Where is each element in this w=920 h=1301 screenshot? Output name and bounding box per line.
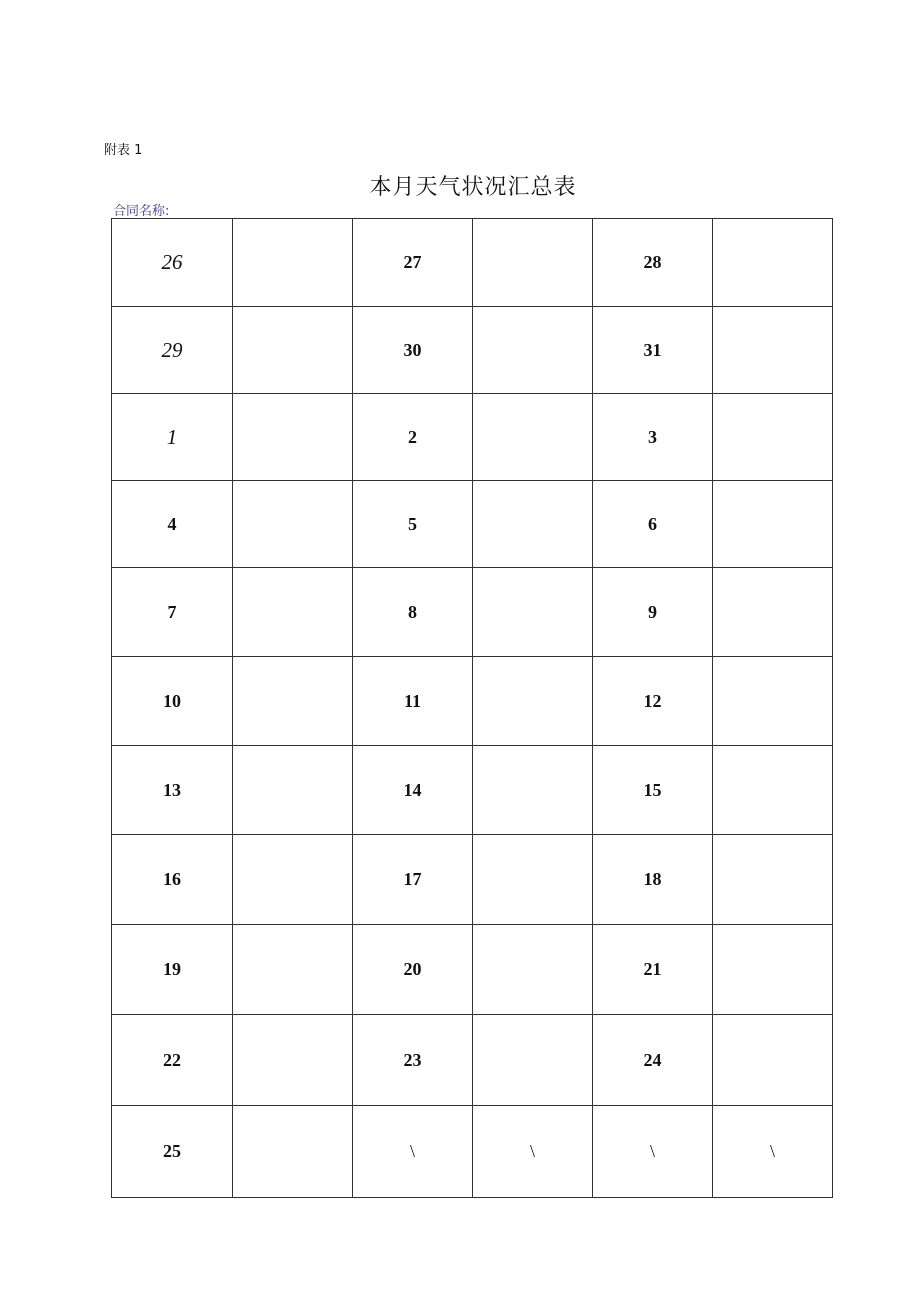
weather-summary-table — [111, 218, 833, 1198]
table-row — [112, 568, 833, 657]
weather-cell[interactable] — [713, 746, 833, 835]
day-cell: 11 — [353, 657, 473, 746]
weather-cell[interactable] — [473, 746, 593, 835]
table-row — [112, 1106, 833, 1198]
day-cell: 10 — [112, 657, 233, 746]
day-cell: 17 — [353, 835, 473, 925]
day-cell: 21 — [593, 925, 713, 1015]
weather-cell[interactable] — [713, 394, 833, 481]
day-cell: 13 — [112, 746, 233, 835]
day-cell: 22 — [112, 1015, 233, 1106]
day-cell: 30 — [353, 307, 473, 394]
weather-cell[interactable] — [473, 1015, 593, 1106]
weather-cell[interactable] — [473, 568, 593, 657]
weather-cell[interactable] — [233, 746, 353, 835]
contract-name-label: 合同名称: — [113, 204, 170, 219]
weather-cell[interactable] — [713, 925, 833, 1015]
appendix-label: 附表 1 — [104, 143, 143, 158]
weather-cell[interactable] — [713, 1015, 833, 1106]
day-cell: 4 — [112, 481, 233, 568]
empty-slash-cell: \ — [353, 1106, 473, 1198]
weather-cell[interactable] — [233, 925, 353, 1015]
weather-cell[interactable] — [233, 835, 353, 925]
table-row — [112, 219, 833, 307]
empty-slash-cell: \ — [473, 1106, 593, 1198]
table-row — [112, 307, 833, 394]
weather-cell[interactable] — [233, 307, 353, 394]
table-row — [112, 481, 833, 568]
day-cell: 18 — [593, 835, 713, 925]
weather-cell[interactable] — [233, 1015, 353, 1106]
day-cell: 3 — [593, 394, 713, 481]
day-cell: 26 — [112, 219, 233, 307]
table-row — [112, 746, 833, 835]
weather-cell[interactable] — [713, 568, 833, 657]
day-cell: 12 — [593, 657, 713, 746]
day-cell: 7 — [112, 568, 233, 657]
day-cell: 24 — [593, 1015, 713, 1106]
weather-cell[interactable] — [233, 657, 353, 746]
table-row — [112, 835, 833, 925]
day-cell: 1 — [112, 394, 233, 481]
day-cell: 29 — [112, 307, 233, 394]
day-cell: 20 — [353, 925, 473, 1015]
table-row — [112, 657, 833, 746]
table-row — [112, 1015, 833, 1106]
weather-cell[interactable] — [473, 835, 593, 925]
weather-cell[interactable] — [473, 307, 593, 394]
weather-cell[interactable] — [233, 568, 353, 657]
weather-cell[interactable] — [473, 219, 593, 307]
weather-cell[interactable] — [473, 925, 593, 1015]
weather-cell[interactable] — [233, 394, 353, 481]
empty-slash-cell: \ — [713, 1106, 833, 1198]
weather-cell[interactable] — [713, 835, 833, 925]
day-cell: 6 — [593, 481, 713, 568]
weather-cell[interactable] — [473, 394, 593, 481]
day-cell: 14 — [353, 746, 473, 835]
day-cell: 16 — [112, 835, 233, 925]
day-cell: 25 — [112, 1106, 233, 1198]
day-cell: 2 — [353, 394, 473, 481]
weather-cell[interactable] — [233, 219, 353, 307]
weather-cell[interactable] — [713, 657, 833, 746]
day-cell: 19 — [112, 925, 233, 1015]
day-cell: 5 — [353, 481, 473, 568]
day-cell: 23 — [353, 1015, 473, 1106]
day-cell: 27 — [353, 219, 473, 307]
table-row — [112, 394, 833, 481]
page-title: 本月天气状况汇总表 — [369, 175, 577, 200]
day-cell: 28 — [593, 219, 713, 307]
weather-cell[interactable] — [233, 481, 353, 568]
weather-cell[interactable] — [473, 481, 593, 568]
weather-cell[interactable] — [473, 657, 593, 746]
weather-cell[interactable] — [713, 307, 833, 394]
day-cell: 8 — [353, 568, 473, 657]
empty-slash-cell: \ — [593, 1106, 713, 1198]
day-cell: 31 — [593, 307, 713, 394]
table-row — [112, 925, 833, 1015]
day-cell: 15 — [593, 746, 713, 835]
weather-cell[interactable] — [713, 481, 833, 568]
weather-cell[interactable] — [713, 219, 833, 307]
day-cell: 9 — [593, 568, 713, 657]
weather-cell[interactable] — [233, 1106, 353, 1198]
